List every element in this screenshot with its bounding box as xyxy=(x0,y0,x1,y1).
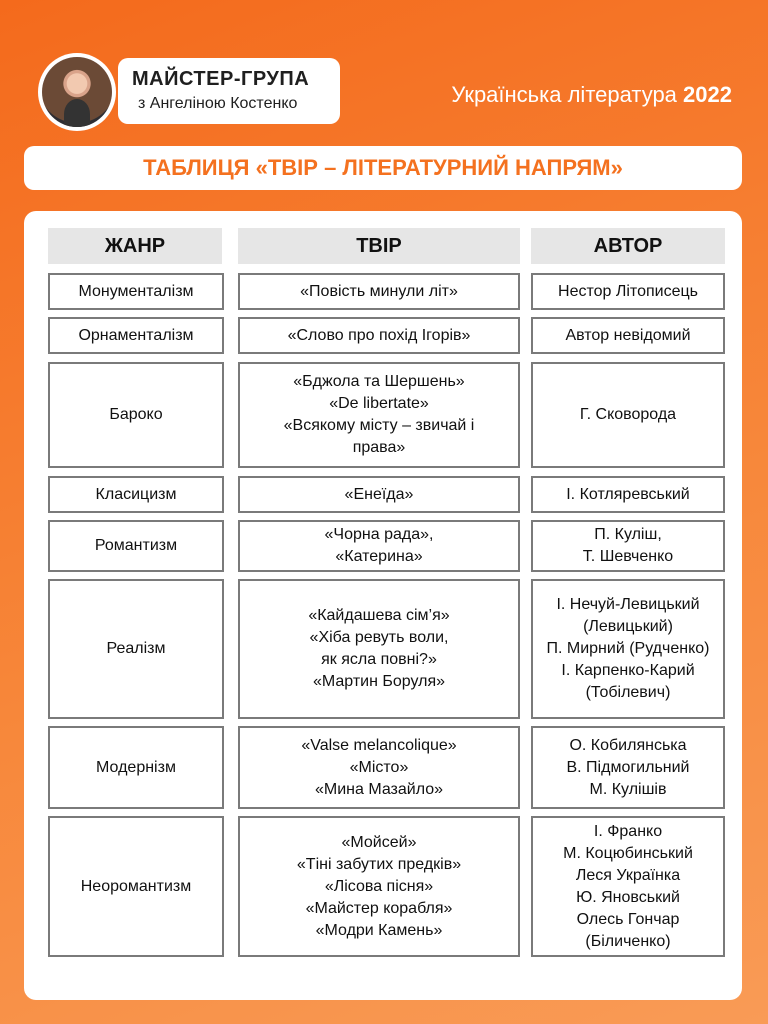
cell-line: Реалізм xyxy=(106,640,166,657)
group-title: МАЙСТЕР-ГРУПА xyxy=(132,68,310,90)
header-author: АВТОР xyxy=(531,228,725,264)
cell-line: «Майстер корабля» xyxy=(305,899,453,917)
avatar-photo xyxy=(42,57,112,127)
cell-line: «Чорна рада», xyxy=(324,526,434,543)
author-cell xyxy=(531,520,725,572)
cell-line: (Тобілевич) xyxy=(585,684,671,701)
cell-line: «Valse melancolique» xyxy=(301,736,457,754)
work-cell xyxy=(238,579,520,719)
genre-cell xyxy=(48,317,224,354)
cell-line: М. Коцюбинський xyxy=(563,844,693,862)
author-cell xyxy=(531,362,725,468)
cell-line: «Лісова пісня» xyxy=(324,877,434,895)
cell-line: І. Котляревський xyxy=(566,485,690,503)
brand-badge xyxy=(118,58,340,124)
author-cell xyxy=(531,273,725,310)
cell-line: (Біличенко) xyxy=(585,932,671,950)
cell-line: Модернізм xyxy=(96,758,176,776)
cell-line: П. Мирний (Рудченко) xyxy=(546,640,710,657)
cell-line: «De libertate» xyxy=(329,395,429,412)
page-title: ТАБЛИЦЯ «ТВІР – ЛІТЕРАТУРНИЙ НАПРЯМ» xyxy=(24,146,742,190)
cell-line: П. Куліш, xyxy=(594,526,662,543)
cell-line: «Мина Мазайло» xyxy=(314,780,444,798)
genre-cell xyxy=(48,362,224,468)
author-cell xyxy=(531,816,725,957)
cell-line: «Катерина» xyxy=(335,548,423,565)
cell-line: «Повість минули літ» xyxy=(300,282,458,300)
cell-line: «Хіба ревуть воли, xyxy=(309,629,449,646)
course-label xyxy=(451,82,732,108)
header-genre: ЖАНР xyxy=(48,228,222,264)
cell-line: Ю. Яновський xyxy=(576,888,680,906)
cell-line: «Мойсей» xyxy=(341,833,417,851)
avatar xyxy=(38,53,116,131)
author-cell xyxy=(531,579,725,719)
author-cell xyxy=(531,726,725,809)
cell-line: Автор невідомий xyxy=(565,326,691,344)
author-cell xyxy=(531,476,725,513)
cell-line: Леся Українка xyxy=(575,866,681,884)
genre-cell xyxy=(48,476,224,513)
cell-line: «Кайдашева сім’я» xyxy=(308,607,450,624)
cell-line: Неоромантизм xyxy=(80,877,192,895)
cell-line: «Всякому місту – звичай і xyxy=(283,417,475,434)
cell-line: Олесь Гончар xyxy=(576,910,680,928)
cell-line: «Тіні забутих предків» xyxy=(296,855,462,873)
work-cell xyxy=(238,816,520,957)
cell-line: Т. Шевченко xyxy=(582,548,674,565)
cell-line: Бароко xyxy=(109,406,163,423)
cell-line: «Бджола та Шершень» xyxy=(293,373,465,390)
course-name: Українська література xyxy=(451,82,677,107)
cell-line: І. Нечуй-Левицький xyxy=(556,596,700,613)
cell-line: І. Карпенко-Карий xyxy=(561,662,695,679)
cell-line: М. Кулішів xyxy=(589,780,667,798)
work-cell xyxy=(238,273,520,310)
genre-cell xyxy=(48,726,224,809)
cell-line: Нестор Літописець xyxy=(558,282,698,300)
cell-line: Г. Сковорода xyxy=(579,406,677,423)
cell-line: «Модри Камень» xyxy=(315,921,443,939)
cell-line: «Енеїда» xyxy=(344,485,414,503)
cell-line: Орнаменталізм xyxy=(78,326,194,344)
cell-line: Романтизм xyxy=(94,537,178,554)
genre-cell xyxy=(48,579,224,719)
header-work: ТВІР xyxy=(238,228,520,264)
work-cell xyxy=(238,520,520,572)
cell-line: Класицизм xyxy=(95,485,177,503)
group-subtitle: з Ангеліною Костенко xyxy=(138,95,298,112)
genre-cell xyxy=(48,816,224,957)
cell-line: «Слово про похід Ігорів» xyxy=(287,326,471,344)
cell-line: «Мартин Боруля» xyxy=(312,673,446,690)
work-cell xyxy=(238,726,520,809)
cell-line: В. Підмогильний xyxy=(566,758,690,776)
author-cell xyxy=(531,317,725,354)
course-year: 2022 xyxy=(683,82,732,107)
work-cell xyxy=(238,317,520,354)
cell-line: О. Кобилянська xyxy=(569,736,687,754)
cell-line: Монументалізм xyxy=(78,282,194,300)
cell-line: «Місто» xyxy=(349,758,409,776)
cell-line: права» xyxy=(352,439,406,456)
work-cell xyxy=(238,362,520,468)
genre-cell xyxy=(48,520,224,572)
cell-line: (Левицький) xyxy=(583,618,673,635)
cell-line: І. Франко xyxy=(593,822,663,840)
cell-line: як ясла повні?» xyxy=(321,651,437,668)
work-cell xyxy=(238,476,520,513)
table-panel xyxy=(24,211,742,1000)
genre-cell xyxy=(48,273,224,310)
